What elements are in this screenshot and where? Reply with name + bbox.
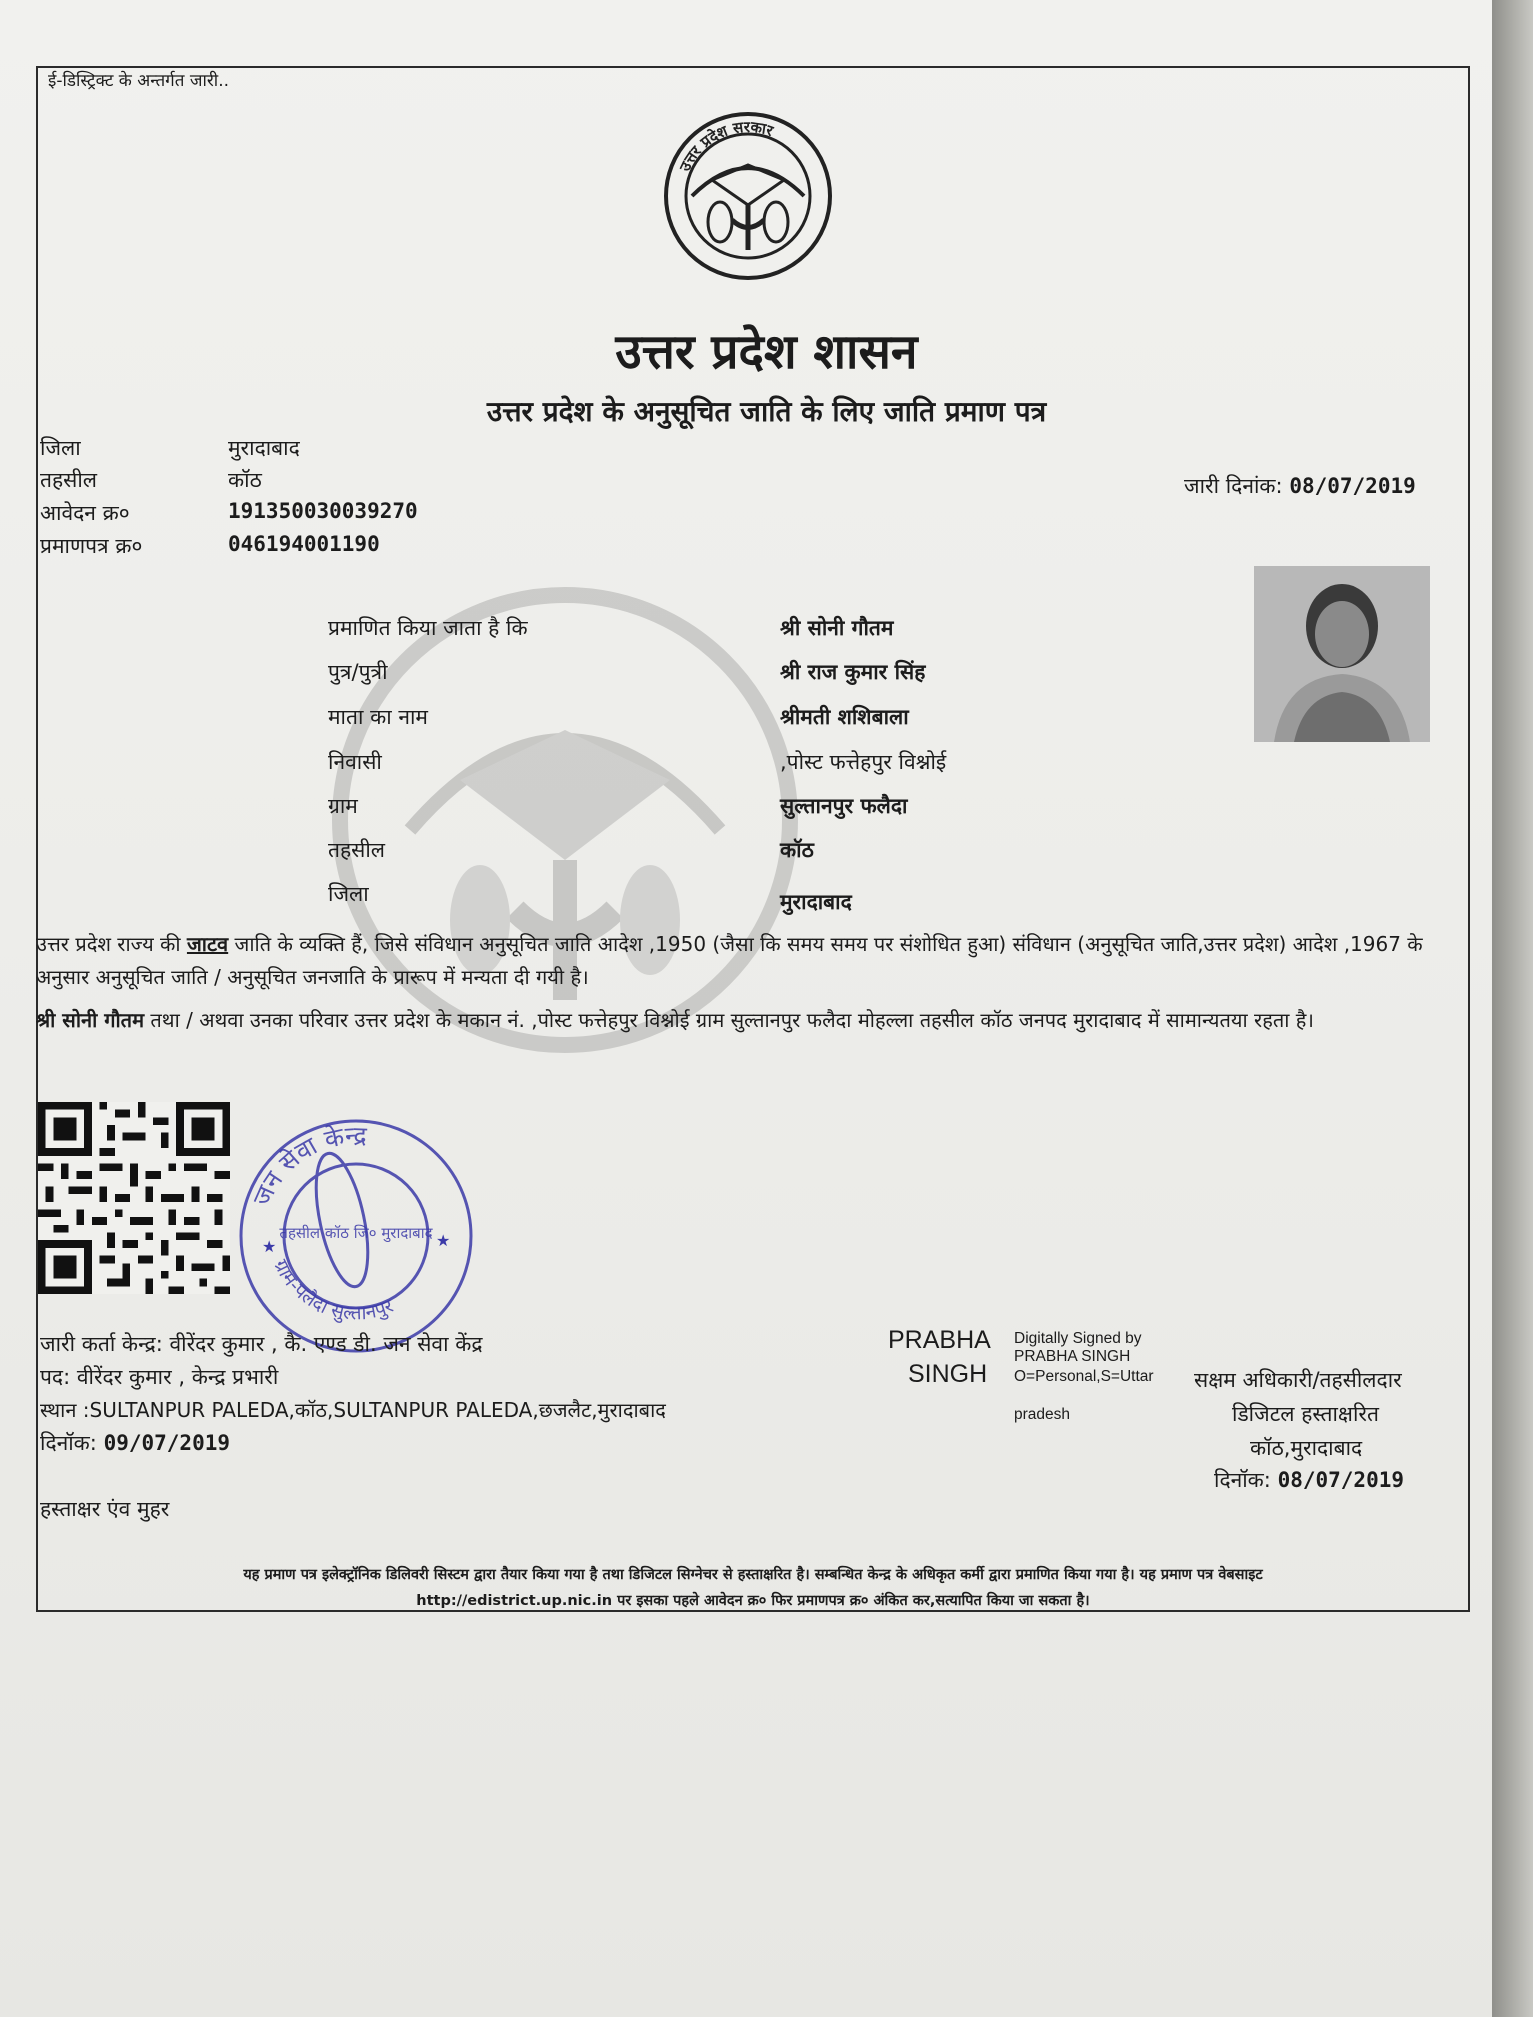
application-number: 191350030039270 [228,499,418,523]
detail-value-mother: श्रीमती शशिबाला [780,705,909,729]
authority-date-label: दिनॉक: [1214,1468,1271,1492]
district-value: मुरादाबाद [228,436,300,460]
detail-value-father: श्री राज कुमार सिंह [780,660,926,684]
footer-note-line1: यह प्रमाण पत्र इलेक्ट्रॉनिक डिलिवरी सिस्टम द्वारा तैयार किया गया है तथा डिजिटल सिग्नेचर से हस्ताक्षरित है। सम्बन्धित केन्द्र के अधिकृत कर्मी द्वारा प्रमाणित किया गया है। यह प्रमाण पत्र वेबसाइट [243,1567,1263,1583]
detail-label: प्रमाणित किया जाता है कि [328,616,528,640]
stamp-inner-text: तहसील कॉठ जि० मुरादाबाद [279,1224,433,1242]
detail-label: ग्राम [328,794,358,818]
document-title: उत्तर प्रदेश शासन [615,324,918,380]
signer-name-line1: PRABHA [888,1326,991,1354]
authority-digital: डिजिटल हस्ताक्षरित [1232,1402,1379,1426]
detail-value-residence: ,पोस्ट फत्तेहपुर विश्नोई [780,750,947,774]
detail-label: निवासी [328,750,382,774]
paragraph-text: उत्तर प्रदेश राज्य की [36,932,187,956]
stamp-outer-text: जन सेवा केन्द्र [247,1120,368,1210]
detail-value-tehsil: कॉठ [780,838,814,862]
caste-paragraph [36,928,1456,994]
authority-title: सक्षम अधिकारी/तहसीलदार [1194,1368,1402,1392]
document-subtitle: उत्तर प्रदेश के अनुसूचित जाति के लिए जाति प्रमाण पत्र [486,395,1047,428]
tehsil-value: कॉठ [228,468,262,492]
issuer-place [40,1396,666,1423]
footer-note-line2: http://edistrict.up.nic.in पर इसका पहले आवेदन क्र० फिर प्रमाणपत्र क्र० अंकित कर,सत्यापित किया जा सकता है। [416,1593,1090,1609]
background-edge [1492,0,1533,2017]
qr-code-icon [38,1102,230,1294]
certificate-number: 046194001190 [228,532,380,556]
issuer-post-value: वीरेंदर कुमार , केन्द्र प्रभारी [76,1365,279,1389]
issuing-center-value: वीरेंदर कुमार , कै. एण्ड डी. जन सेवा केंद्र [169,1332,483,1356]
stamp-star-icon: ★ [262,1237,277,1256]
issuer-date-value: 09/07/2019 [103,1431,231,1455]
authority-date [1214,1466,1404,1494]
paragraph-text: जाति के व्यक्ति हैं, जिसे संविधान अनुसूचित जाति आदेश ,1950 (जैसा कि समय समय पर संशोधित हुआ) संविधान (अनुसूचित जाति,उत्तर प्रदेश) आदेश ,1967 के अनुसार अनुसूचित जाति / अनुसूचित जनजाति के प्रारूप में मन्यता दी गयी है। [36,932,1423,989]
holder-name: श्री सोनी गौतम [36,1008,145,1032]
up-emblem-icon [662,110,834,282]
issue-date-label: जारी दिनांक: [1184,474,1283,498]
issuer-date-label: दिनॉक: [40,1431,97,1455]
certificate-label: प्रमाणपत्र क्र० [40,534,143,558]
issuing-center-label: जारी कर्ता केन्द्र: [40,1332,163,1356]
tehsil-label: तहसील [40,468,97,492]
signature-meta-3: O=Personal,S=Uttar [1014,1368,1154,1385]
detail-value-village: सुल्तानपुर फलैदा [780,794,908,818]
issuer-place-label: स्थान : [40,1398,90,1422]
issuer-post [40,1363,278,1391]
authority-place: कॉठ,मुरादाबाद [1250,1436,1363,1460]
paragraph-text: तथा / अथवा उनका परिवार उत्तर प्रदेश के मकान नं. ,पोस्ट फत्तेहपुर विश्नोई ग्राम सुल्तानपुर फलैदा मोहल्ला तहसील कॉठ जनपद मुरादाबाद में सामान्यतया रहता है। [144,1008,1314,1032]
issue-date [1184,472,1416,500]
sign-and-seal: हस्ताक्षर एंव मुहर [40,1497,170,1521]
detail-label: तहसील [328,838,385,862]
issuing-center [40,1330,483,1358]
authority-date-value: 08/07/2019 [1277,1468,1405,1492]
detail-label: माता का नाम [328,705,428,729]
applicant-photo [1254,566,1430,742]
signature-meta-4: pradesh [1014,1406,1071,1423]
top-note: ई-डिस्ट्रिक्ट के अन्तर्गत जारी.. [48,71,230,91]
jan-seva-kendra-stamp [230,1110,482,1362]
stamp-bottom-text: ग्राम-पलैदा सुल्तानपुर [269,1256,397,1325]
issuer-post-label: पद: [40,1365,71,1389]
detail-value-district: मुरादाबाद [780,890,852,914]
portrait-icon [1254,566,1430,742]
residence-paragraph [36,1004,1456,1037]
application-label: आवेदन क्र० [40,501,130,525]
signature-meta-2: PRABHA SINGH [1014,1348,1131,1365]
signature-meta-1: Digitally Signed by [1014,1330,1142,1347]
signer-name-line2: SINGH [908,1360,988,1388]
issuer-place-value: SULTANPUR PALEDA,कॉठ,SULTANPUR PALEDA,छजलैट,मुरादाबाद [89,1398,666,1422]
caste-name: जाटव [186,932,229,956]
issuer-date [40,1429,230,1457]
stamp-star-icon: ★ [436,1231,451,1250]
svg-text:उत्तर प्रदेश सरकार [675,118,776,175]
detail-label: पुत्र/पुत्री [328,660,388,684]
detail-label: जिला [328,882,369,906]
emblem-text: उत्तर प्रदेश सरकार [675,117,776,175]
district-label: जिला [40,436,81,460]
issue-date-value: 08/07/2019 [1289,474,1416,498]
detail-value-name: श्री सोनी गौतम [780,616,894,640]
